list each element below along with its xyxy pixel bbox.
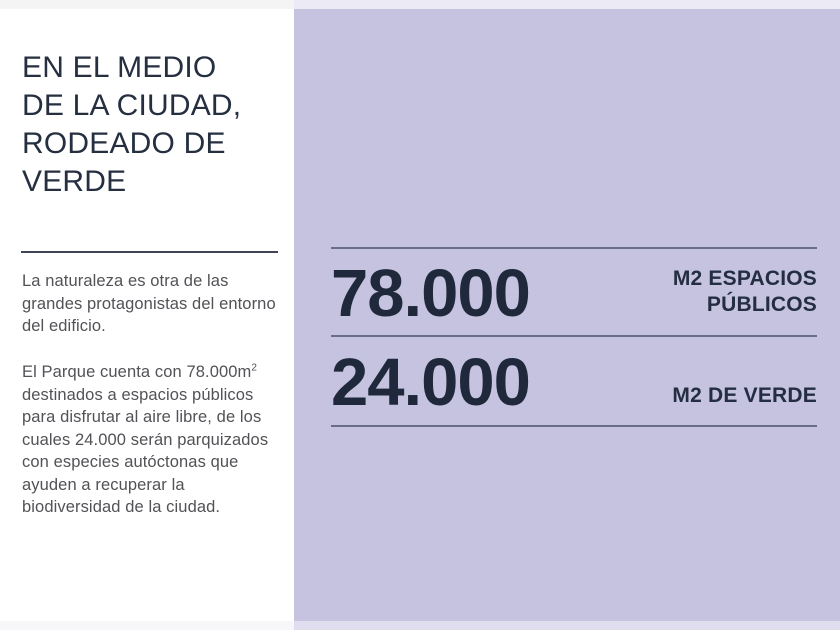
page-edge-top-left <box>0 0 294 9</box>
stats-panel <box>294 9 840 621</box>
stat-row-espacios-publicos <box>331 249 817 335</box>
text-column <box>0 9 294 621</box>
intro-paragraph: La naturaleza es otra de las grandes protagonistas del entorno del edificio. <box>22 272 276 335</box>
stat-divider-bottom <box>331 425 817 427</box>
slide-title-line: DE LA CIUDAD, <box>22 89 242 122</box>
page-edge-bottom-left <box>0 621 294 630</box>
slide-title-line: VERDE <box>22 165 127 198</box>
detail-paragraph-prefix: El Parque cuenta con 78.000m <box>22 363 252 381</box>
page-edge-bottom-right <box>294 621 840 630</box>
slide-title <box>22 49 241 201</box>
stat-value-espacios-publicos: 78.000 <box>331 255 530 331</box>
stat-value-verde: 24.000 <box>331 344 530 420</box>
superscript-2: 2 <box>251 362 258 374</box>
title-divider <box>21 251 278 253</box>
slide-title-line: EN EL MEDIO <box>22 51 217 84</box>
detail-paragraph-suffix: destinados a espacios públicos para disfrutar al aire libre, de los cuales 24.000 serán parquizados con especies autóctonas que ayuden a recuperar la biodiversidad de la ciudad. <box>22 385 269 516</box>
stat-label-verde: M2 DE VERDE <box>672 384 817 407</box>
stat-row-verde <box>331 337 817 425</box>
detail-paragraph <box>22 361 285 519</box>
stats-block <box>331 247 817 427</box>
stat-label-espacios-publicos: M2 ESPACIOS PÚBLICOS <box>672 267 817 316</box>
slide-title-line: RODEADO DE <box>22 127 226 160</box>
page-edge-top-right <box>294 0 840 9</box>
